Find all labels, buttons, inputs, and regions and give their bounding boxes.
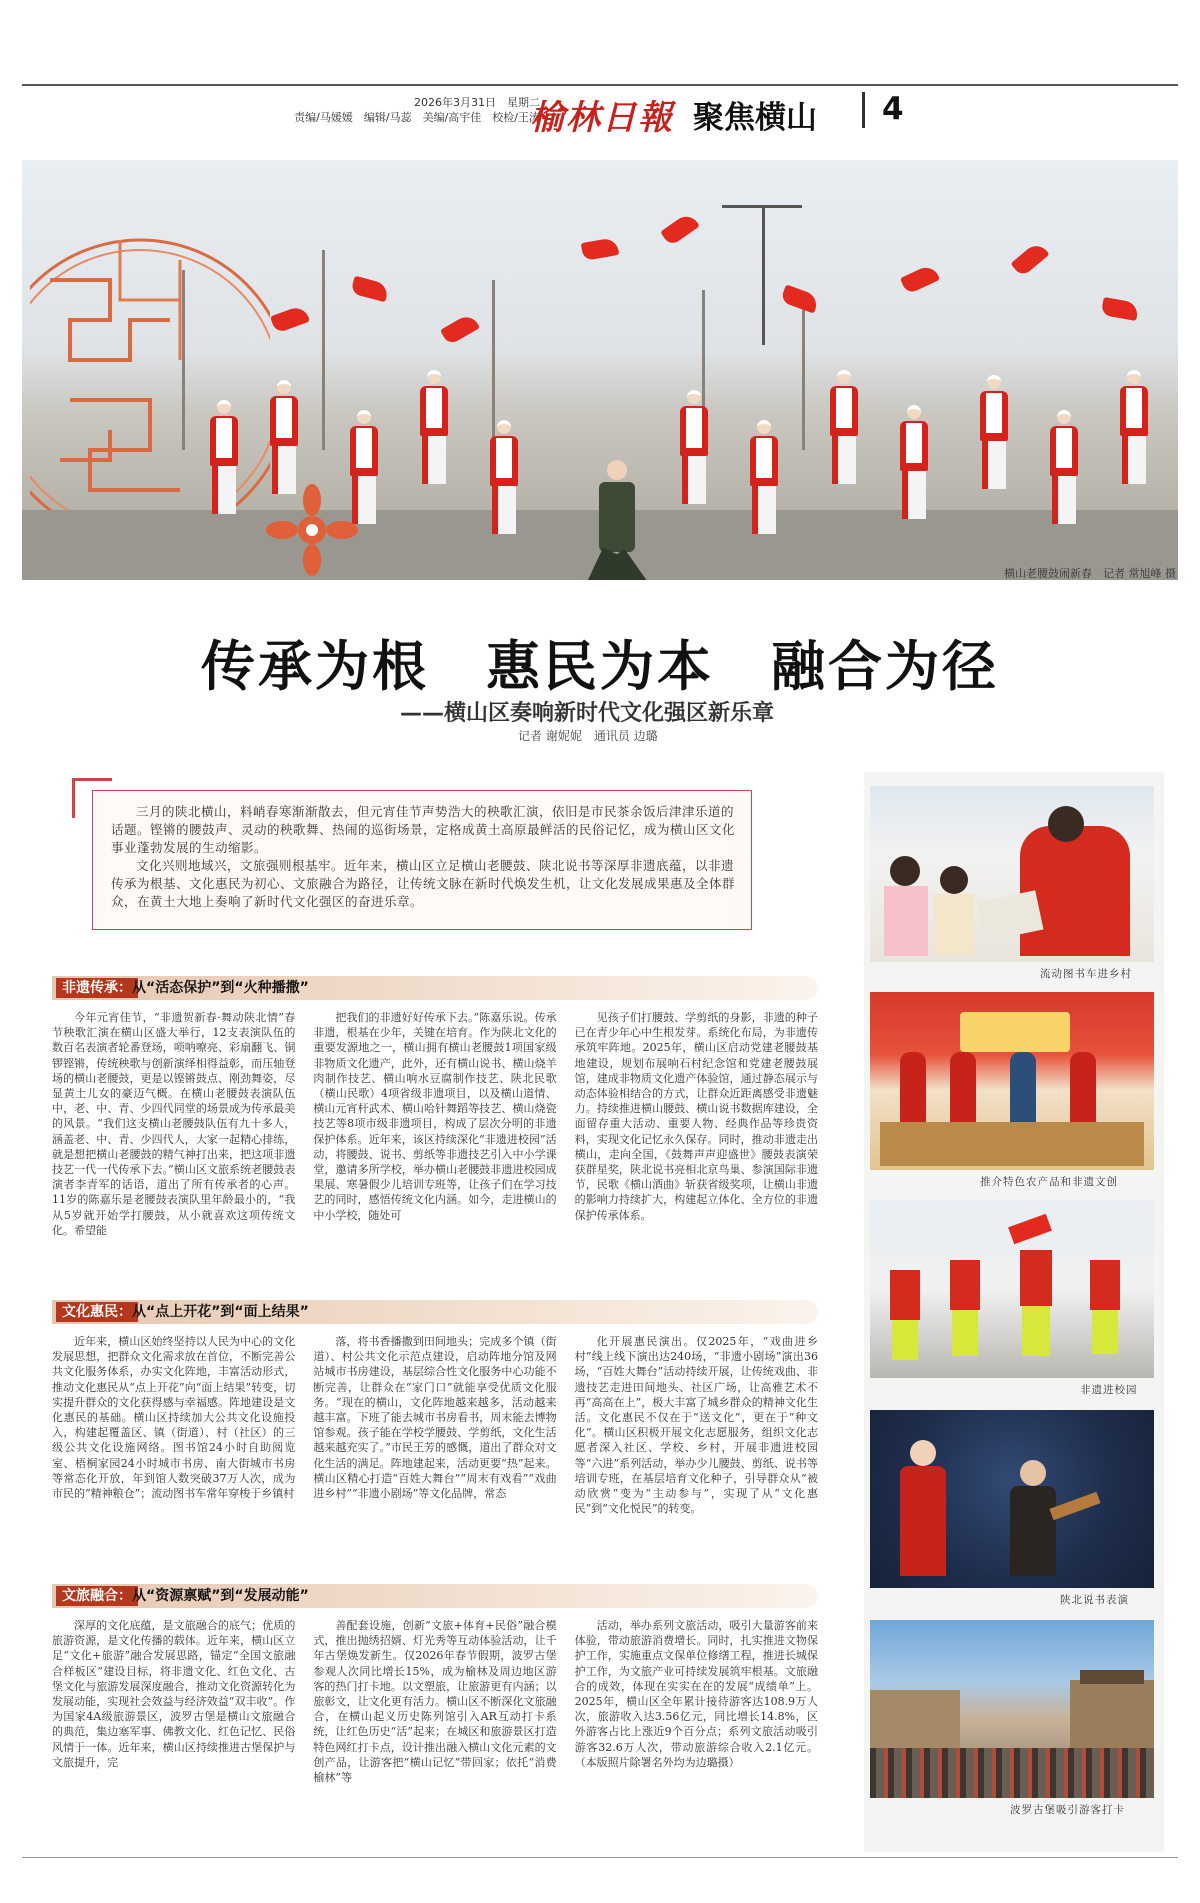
red-flag — [350, 276, 389, 303]
header-info — [270, 95, 540, 125]
photo-campus-heritage — [870, 1200, 1154, 1378]
dancer — [892, 405, 936, 525]
newspaper-masthead: 榆林日報 — [530, 98, 674, 138]
lead-paragraph-box — [92, 790, 752, 930]
text-column: 落，将书香播撒到田间地头；完成多个镇（街道）、村公共文化示范点建设，启动阵地分馆及网站城市书房建设，基层综合性文化服务中心功能不断完善，让群众在“家门口”就能享受优质文化服务。“现在的横山，文化阵地越来越多，活动越来越丰富。下班了能去城市书房看书，周末能去博物馆参观。孩子能在学校学腰鼓、学剪纸，文化生活越来越充实了。”市民王芳的感慨，道出了群众对文化生活的满足。阵地建起来，活动更要“热”起来。横山区精心打造“百姓大舞台”“周末有戏看”“戏曲进乡村”“非遗小剧场”等文化品牌，常态 — [313, 1335, 557, 1501]
text-column: 把我们的非遗好好传承下去。”陈嘉乐说。传承非遗，根基在少年，关键在培育。作为陕北文化的重要发源地之一，横山拥有横山老腰鼓1项国家级非物质文化遗产，此外，还有横山说书、横山烧羊肉制作技艺、横山响水豆腐制作技艺、陕北民歌（横山民歌）4项省级非遗项目，以及横山道情、横山元宵杆武术、横山哈针舞蹈等技艺、横山烧瓷技艺等8项市级非遗项目，构成了层次分明的非遗保护体系。近年来，该区持续深化“非遗进校园”活动，将腰鼓、说书、剪纸等非遗技艺引入中小学课堂，邀请多所学校，举办横山老腰鼓非遗进校园成果展、寒暑假少儿培训专班等，让孩子们在学习技艺的同时，感悟传统文化内涵。如今，走进横山的中小学校，随处可 — [313, 1011, 557, 1222]
article-byline: 记者 谢妮妮 通讯员 边璐 — [518, 729, 658, 743]
section-body-culture — [52, 1334, 818, 1564]
photo-caption: 流动图书车进乡村 — [1040, 968, 1132, 980]
section-title: 从“资源禀赋”到“发展动能” — [132, 1588, 309, 1604]
date-line: 2026年3月31日 星期二 — [414, 96, 540, 109]
photo-caption: 非遗进校园 — [1080, 1384, 1138, 1396]
section-header-culture — [52, 1300, 818, 1324]
dancer — [202, 400, 246, 520]
page-separator — [862, 92, 865, 128]
hero-caption: 横山老腰鼓闹新春 记者 常旭峰 摄 — [1004, 567, 1176, 580]
dancer — [412, 370, 456, 490]
dancer — [742, 420, 786, 540]
leading-performer — [587, 460, 647, 580]
section-name: 聚焦横山 — [693, 100, 817, 136]
section-title: 从“点上开花”到“面上结果” — [132, 1304, 309, 1320]
lead-paragraph: 三月的陕北横山，料峭春寒渐渐散去，但元宵佳节声势浩大的秧歌汇演，依旧是市民茶余饭后津津乐道的话题。铿锵的腰鼓声、灵动的秧歌舞、热闹的巡街场景，定格成黄土高原最鲜活的民俗记忆，成为横山区文化事业蓬勃发展的生动缩影。 — [111, 804, 736, 855]
text-column: 活动，举办系列文旅活动，吸引大量游客前来体验，带动旅游消费增长。同时，扎实推进文物保护工作，实施重点文保单位修缮工程，推进长城保护工作，为文旅产业可持续发展筑牢根基。文旅融合的成效，体现在实实在在的发展“成绩单”上。2025年，横山区全年累计接待游客达108.9万人次，旅游收入达3.56亿元，同比增长14.8%，区外游客占比上涨近9个百分点；系列文旅活动吸引游客32.6万人次，带动旅游综合收入2.1亿元。（本版照片除署名外均为边璐摄） — [574, 1619, 818, 1769]
section-body-heritage — [52, 1010, 818, 1280]
section-header-heritage — [52, 976, 818, 1000]
dancer — [972, 375, 1016, 495]
section-tag: 文旅融合： — [56, 1586, 138, 1606]
red-flag — [660, 211, 700, 246]
red-flag — [780, 284, 820, 313]
red-flag — [270, 304, 310, 333]
photo-caption: 波罗古堡吸引游客打卡 — [1010, 1804, 1125, 1816]
red-flag — [581, 237, 620, 261]
staff-line: 责编/马媛媛 编辑/马蕊 美编/高宇佳 校检/王涛 — [294, 111, 540, 124]
paper-cut-flower-ornament — [262, 480, 362, 580]
photo-ancient-fort — [870, 1620, 1154, 1798]
section-header-tourism — [52, 1584, 818, 1608]
page-number: 4 — [882, 91, 904, 127]
red-flag — [440, 312, 480, 346]
dancer — [822, 370, 866, 490]
text-column: 化开展惠民演出。仅2025年，“戏曲进乡村”线上线下演出达240场，“非遗小剧场”演出36场，“百姓大舞台”活动持续开展，让传统戏曲、非遗技艺走进田间地头、社区广场，让高雅艺术不再“高高在上”，极大丰富了城乡群众的精神文化生活。文化惠民不仅在于“送文化”，更在于“种文化”。横山区积极开展文化志愿服务，组织文化志愿者深入社区、学校、乡村，开展非遗进校园等“六进”系列活动，举办少儿腰鼓、剪纸、说书等培训专班，在基层培育文化种子，引导群众从“被动欣赏”变为“主动参与”，实现了从“文化惠民”到“文化悦民”的转变。 — [574, 1335, 818, 1516]
section-title: 从“活态保护”到“火种播撒” — [132, 980, 309, 996]
lead-paragraph: 文化兴则地域兴，文旅强则根基牢。近年来，横山区立足横山老腰鼓、陕北说书等深厚非遗底蕴，以非遗传承为根基、文化惠民为初心、文旅融合为路径，让传统文脉在新时代焕发生机，让文化发展成果惠及全体群众，在黄土大地上奏响了新时代文化强区的奋进乐章。 — [111, 858, 736, 909]
dancer — [482, 420, 526, 540]
text-column: 今年元宵佳节，“非遗贺新春·舞动陕北情”春节秧歌汇演在横山区盛大举行，12支表演队伍的数百名表演者轮番登场，唢呐嘹亮、彩扇翻飞、铜锣铿锵，传统秧歌与创新演绎相得益彰，而压轴登场的横山老腰鼓，更是以铿锵鼓点、刚劲舞姿，尽显黄土儿女的豪迈气概。在横山老腰鼓表演队伍中，老、中、青、少四代同堂的场景成为传承最美的风景。“我们这支横山老腰鼓队伍有九十多人，涵盖老、中、青、少四代人，大家一起精心排练，就是想把横山老腰鼓的精气神打出来，把这项非遗技艺一代一代传承下去。”横山区文旅系统老腰鼓表演者李青军的话语，道出了所有传承者的心声。11岁的陈嘉乐是老腰鼓表演队里年龄最小的，“我从5岁就开始学打腰鼓，从小就喜欢这项传统文化。希望能 — [52, 1011, 296, 1237]
photo-caption: 推介特色农产品和非遗文创 — [980, 1176, 1118, 1188]
section-tag: 文化惠民： — [56, 1302, 138, 1322]
photo-mobile-library — [870, 786, 1154, 962]
dancer — [672, 390, 716, 510]
section-body-tourism — [52, 1618, 818, 1846]
photo-storytelling — [870, 1410, 1154, 1588]
section-tag: 非遗传承： — [56, 978, 138, 998]
photo-caption: 陕北说书表演 — [1060, 1594, 1129, 1606]
photo-products-promotion — [870, 992, 1154, 1170]
header-rule — [22, 84, 1178, 86]
footer-rule — [22, 1857, 1178, 1858]
text-column: 深厚的文化底蕴，是文旅融合的底气；优质的旅游资源，是文化传播的载体。近年来，横山区立足“文化+旅游”融合发展思路，锚定“全国文旅融合样板区”建设目标，将非遗文化、红色文化、古堡文化与旅游发展深度融合，推动文化资源转化为发展动能，实现社会效益与经济效益“双丰收”。作为国家4A级旅游景区，波罗古堡是横山文旅融合的典范，集边塞军事、佛教文化、红色记忆、民俗风情于一体。近年来，横山区持续推进古堡保护与文旅提升，完 — [52, 1619, 296, 1769]
red-flag — [1101, 297, 1140, 321]
dancer — [1042, 410, 1086, 530]
red-flag — [1010, 241, 1049, 278]
dancer — [1112, 370, 1156, 490]
red-flag — [900, 263, 940, 295]
article-title: 传承为根 惠民为本 融合为径 — [201, 635, 999, 698]
text-column: 近年来，横山区始终坚持以人民为中心的文化发展思想，把群众文化需求放在首位，不断完善公共文化服务体系，办实文化阵地，丰富活动形式，推动文化惠民从“点上开花”向“面上结果”转变，切实提升群众的文化获得感与幸福感。阵地建设是文化惠民的基础。横山区持续加大公共文化设施投入，构建起覆盖区、镇（街道）、村（社区）的三级公共文化设施网络。图书馆24小时自助阅览室、梧桐家园24小时城市书房、南大街城市书房等常态化开放，年到馆人数突破37万人次，成为市民的“精神粮仓”；流动图书车常年穿梭于乡镇村 — [52, 1335, 296, 1501]
hero-photo — [22, 160, 1178, 580]
text-column: 善配套设施，创新“文旅+体育+民俗”融合模式，推出抛绣招婿、灯光秀等互动体验活动，让千年古堡焕发新生。仅2026年春节假期，波罗古堡参观人次同比增长15%，成为榆林及周边地区游客的热门打卡地。以文塑旅，让旅游更有内涵；以旅彰文，让文化更有活力。横山区不断深化文旅融合，在横山起义历史陈列馆引入AR互动打卡系统，让红色历史“活”起来；在城区和旅游景区打造特色网红打卡点，设计推出融入横山文化元素的文创产品，让游客把“横山记忆”带回家；依托“消费榆林”等 — [313, 1619, 557, 1785]
text-column: 见孩子们打腰鼓、学剪纸的身影，非遗的种子已在青少年心中生根发芽。系统化布局，为非遗传承筑牢阵地。2025年，横山区启动党建老腰鼓基地建设，规划布展响石村纪念馆和党建老腰鼓展馆，建成非物质文化遗产体验馆，通过静态展示与动态体验相结合的方式，让群众近距离感受非遗魅力。持续推进横山腰鼓、横山说书数据库建设，全面留存重大活动、重要人物、经典作品等珍贵资料，实现文化记忆永久保存。同时，推动非遗走出横山，走向全国，《鼓舞声声迎盛世》腰鼓表演荣获群星奖，陕北说书亮相北京鸟巢、参演国际非遗节，民歌《横山酒曲》斩获省级奖项，让横山非遗的影响力持续扩大，构建起立体化、全方位的非遗保护传承体系。 — [574, 1011, 818, 1222]
article-subtitle: ——横山区奏响新时代文化强区新乐章 — [400, 701, 775, 726]
